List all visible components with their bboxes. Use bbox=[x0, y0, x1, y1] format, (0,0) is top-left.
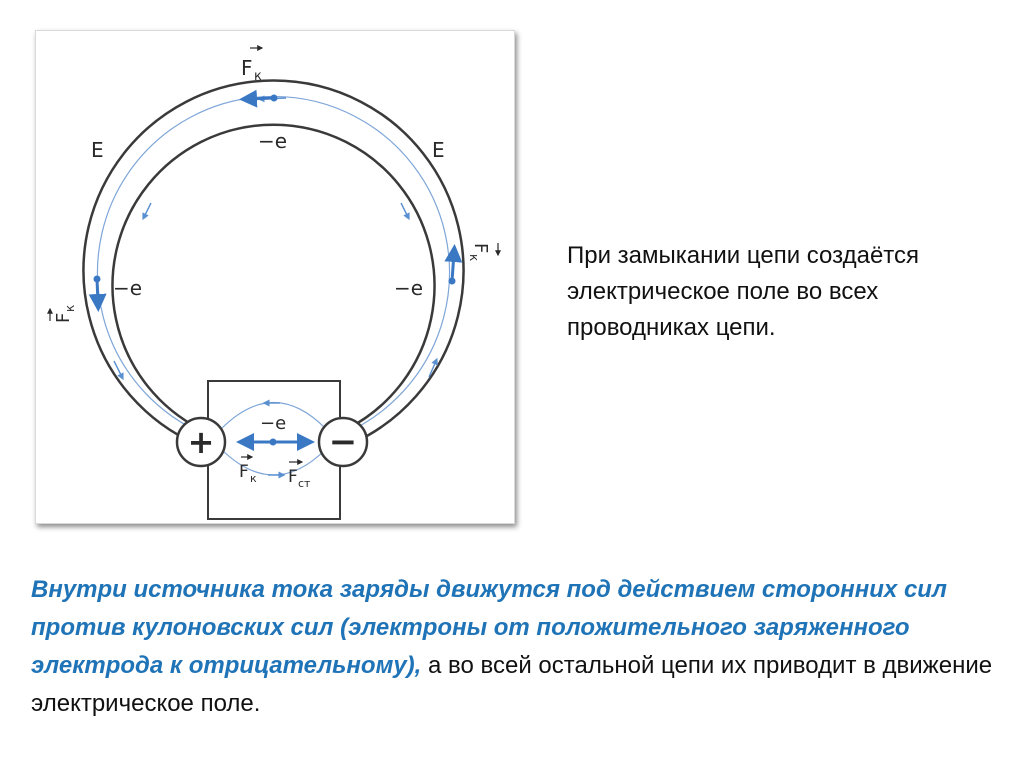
force-arrow-left bbox=[97, 279, 98, 303]
label-minus-e-source: −e bbox=[260, 413, 287, 434]
label-fk-right-group bbox=[467, 243, 491, 261]
label-e-right: E bbox=[432, 138, 445, 162]
field-arrow-right bbox=[401, 203, 408, 217]
label-fk-top-sub: к bbox=[254, 69, 262, 84]
caption-text: При замыкании цепи создаётся электрическое поле во всех проводниках цепи. bbox=[567, 242, 920, 341]
label-fk-top: F bbox=[241, 56, 253, 80]
plus-sign: + bbox=[187, 423, 215, 461]
circuit-diagram bbox=[35, 30, 515, 524]
force-arrow-right bbox=[452, 253, 454, 281]
label-minus-e-top: −e bbox=[258, 129, 288, 153]
label-fst-source-sub: ст bbox=[298, 477, 311, 490]
label-fk-source-sub: к bbox=[250, 472, 257, 485]
bottom-paragraph bbox=[31, 571, 1001, 723]
label-fk-left: F bbox=[53, 312, 74, 323]
label-fk-right-sub: к bbox=[467, 254, 481, 262]
minus-sign: − bbox=[328, 422, 358, 462]
circuit-svg bbox=[36, 31, 514, 523]
label-fk-source: F bbox=[239, 462, 249, 482]
label-fk-left-group bbox=[53, 305, 77, 323]
label-fk-right: F bbox=[470, 243, 491, 254]
bottom-rest-text: а во всей остальной цепи их приводит в движение электрическое поле. bbox=[31, 652, 993, 717]
label-minus-e-right: −e bbox=[394, 276, 424, 300]
bottom-highlight-text: Внутри источника тока заряды движутся под действием сторонних сил против кулоновских сил (электроны от положительного заряженного электрода к отрицательному), bbox=[31, 576, 947, 679]
force-arrow-top bbox=[248, 98, 274, 99]
label-e-left: E bbox=[91, 138, 104, 162]
label-fk-left-sub: к bbox=[63, 304, 77, 312]
label-fst-source: F bbox=[288, 467, 298, 487]
label-minus-e-left: −e bbox=[113, 276, 143, 300]
field-arrow-left bbox=[144, 203, 151, 217]
